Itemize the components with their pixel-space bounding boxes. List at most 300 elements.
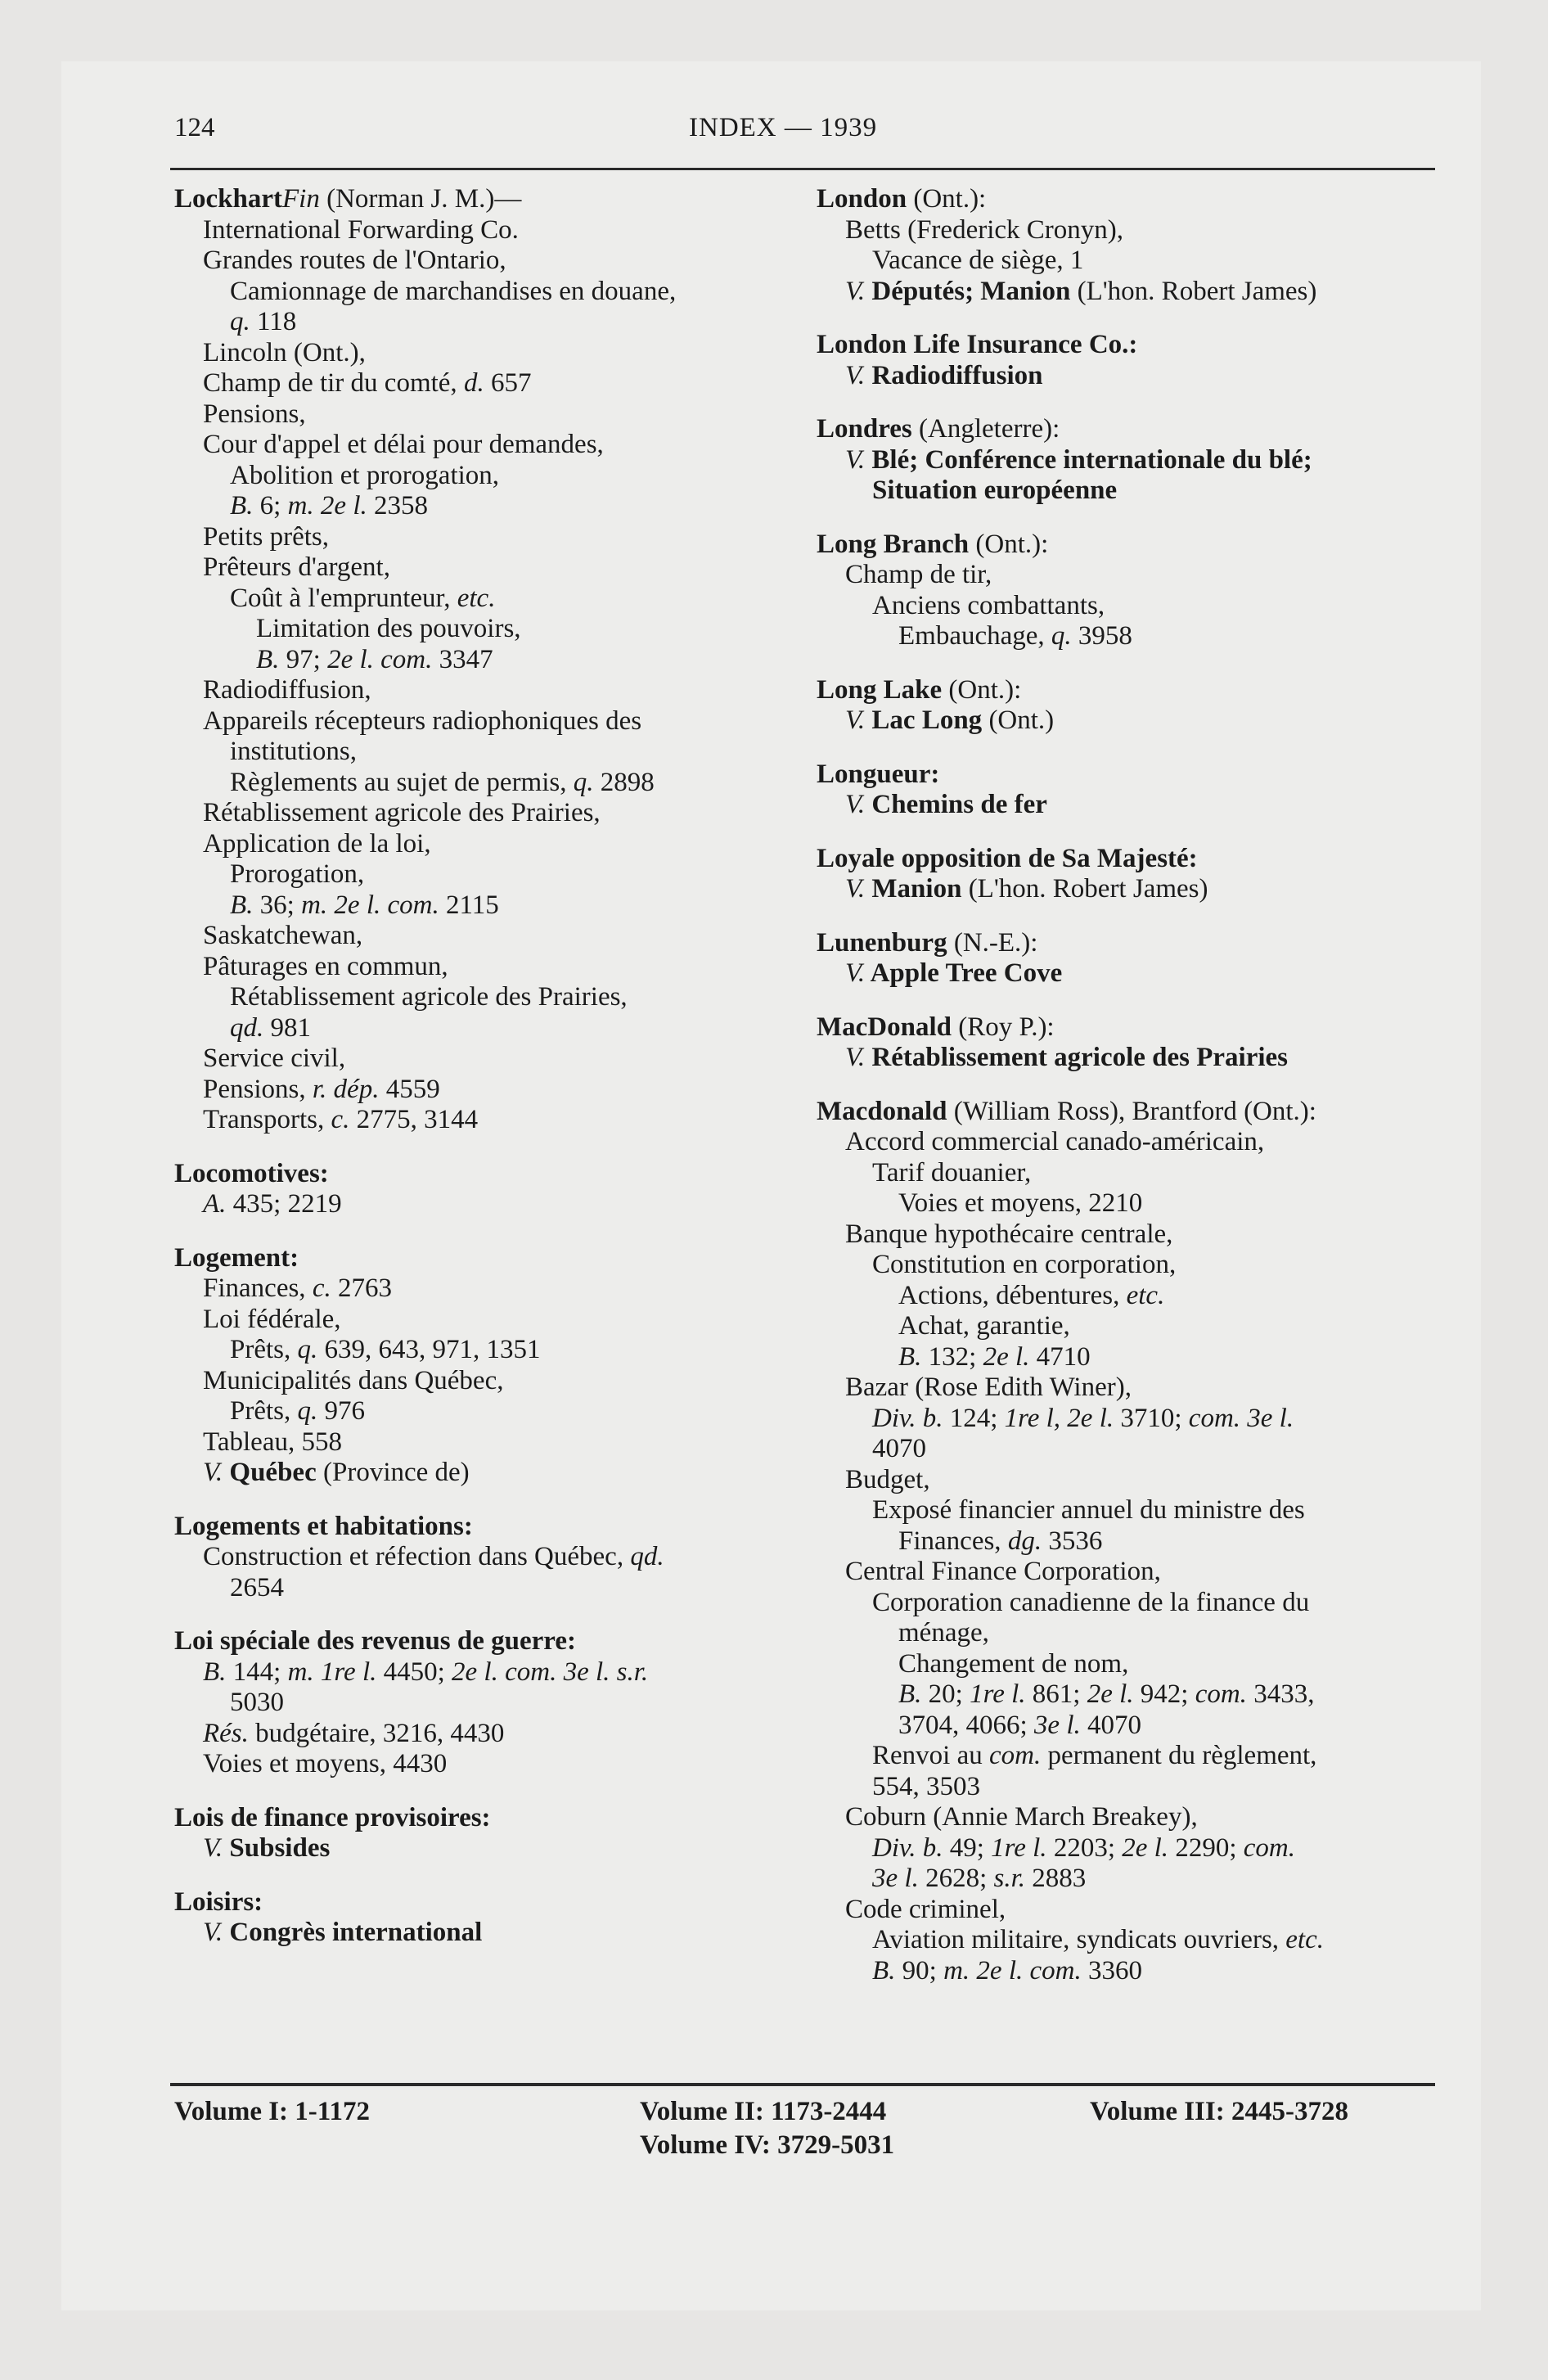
entry-italic-text: c. bbox=[331, 1105, 350, 1134]
index-subentry bbox=[817, 1618, 1432, 1649]
entry-text: (Angleterre): bbox=[911, 414, 1060, 444]
index-subentry bbox=[817, 1158, 1432, 1189]
index-subentry bbox=[174, 1396, 788, 1427]
index-subentry bbox=[817, 1250, 1432, 1281]
entry-spacer bbox=[174, 1603, 788, 1626]
entry-bold-text: London Life Insurance Co.: bbox=[817, 330, 1138, 359]
index-heading bbox=[174, 1243, 788, 1274]
entry-spacer bbox=[817, 307, 1432, 330]
index-subentry bbox=[817, 1281, 1432, 1312]
index-subentry bbox=[817, 705, 1432, 737]
entry-italic-text: dg. bbox=[1007, 1526, 1042, 1556]
entry-text: Exposé financier annuel du ministre des bbox=[872, 1495, 1305, 1525]
index-heading bbox=[817, 1012, 1432, 1044]
entry-text: 6; bbox=[253, 491, 288, 521]
index-subentry bbox=[174, 859, 788, 890]
entry-text: Banque hypothécaire centrale, bbox=[845, 1219, 1173, 1249]
entry-italic-text: etc. bbox=[1126, 1280, 1165, 1310]
entry-text: Loi fédérale, bbox=[203, 1304, 341, 1334]
index-subentry bbox=[174, 1105, 788, 1136]
index-subentry bbox=[817, 1127, 1432, 1158]
index-subentry bbox=[174, 798, 788, 829]
entry-text: Aviation militaire, syndicats ouvriers, bbox=[872, 1925, 1286, 1954]
index-subentry bbox=[174, 399, 788, 430]
entry-text: budgétaire, 3216, 4430 bbox=[248, 1718, 505, 1748]
index-heading bbox=[174, 1626, 788, 1657]
entry-text: 124; bbox=[943, 1403, 1005, 1433]
index-subentry bbox=[817, 246, 1432, 277]
entry-text: 49; bbox=[943, 1832, 992, 1863]
entry-text: Prêteurs d'argent, bbox=[203, 552, 390, 582]
entry-italic-text: etc. bbox=[457, 583, 496, 613]
entry-bold-text: Situation européenne bbox=[872, 476, 1118, 505]
entry-bold-text: Logement: bbox=[174, 1242, 299, 1273]
entry-italic-text: etc. bbox=[1285, 1925, 1324, 1954]
entry-text: 554, 3503 bbox=[872, 1771, 980, 1801]
entry-text: (Ont.): bbox=[942, 674, 1022, 705]
entry-text: 4559 bbox=[379, 1074, 440, 1104]
index-subentry bbox=[817, 1434, 1432, 1465]
index-subentry bbox=[174, 921, 788, 952]
footer-rule bbox=[170, 2083, 1435, 2086]
entry-italic-text: B. bbox=[898, 1679, 922, 1709]
index-heading bbox=[817, 760, 1432, 791]
entry-text: 90; bbox=[895, 1955, 944, 1986]
entry-text: (Norman J. M.)— bbox=[319, 184, 522, 214]
entry-bold-text: Loisirs: bbox=[174, 1886, 263, 1917]
entry-spacer bbox=[817, 989, 1432, 1012]
entry-text: Coût à l'emprunteur, bbox=[230, 583, 457, 613]
entry-text: (L'hon. Robert James) bbox=[1070, 276, 1317, 306]
index-subentry bbox=[174, 522, 788, 553]
entry-text: Tableau, 558 bbox=[203, 1427, 342, 1457]
entry-italic-text: V. bbox=[203, 1458, 223, 1487]
entry-italic-text: B. bbox=[203, 1657, 227, 1687]
entry-text: 976 bbox=[317, 1396, 365, 1426]
entry-italic-text: q. bbox=[297, 1396, 318, 1426]
entry-text: Grandes routes de l'Ontario, bbox=[203, 246, 506, 275]
entry-text: ménage, bbox=[898, 1618, 989, 1648]
entry-italic-text: 1re l. bbox=[970, 1679, 1026, 1709]
volume-3-range: Volume III: 2445-3728 bbox=[1090, 2097, 1348, 2126]
index-subentry bbox=[817, 361, 1432, 392]
entry-text: Prêts, bbox=[230, 1335, 298, 1364]
entry-text: Application de la loi, bbox=[203, 828, 431, 859]
index-subentry bbox=[174, 368, 788, 399]
entry-text: 435; 2219 bbox=[226, 1189, 342, 1219]
index-subentry bbox=[174, 1189, 788, 1220]
entry-spacer bbox=[174, 1489, 788, 1512]
entry-italic-text: V. bbox=[845, 360, 866, 390]
entry-text: Anciens combattants, bbox=[872, 590, 1105, 620]
index-subentry bbox=[817, 1557, 1432, 1588]
entry-italic-text: V. bbox=[845, 790, 866, 819]
entry-spacer bbox=[817, 1074, 1432, 1097]
entry-text: Service civil, bbox=[203, 1044, 346, 1073]
index-subentry bbox=[174, 1657, 788, 1688]
index-subentry bbox=[817, 560, 1432, 591]
entry-text: 2763 bbox=[331, 1273, 392, 1303]
entry-text: Appareils récepteurs radiophoniques des bbox=[203, 705, 642, 736]
index-heading bbox=[174, 1803, 788, 1834]
entry-spacer bbox=[817, 905, 1432, 928]
entry-text: (Ont.) bbox=[982, 705, 1055, 735]
entry-italic-text: V. bbox=[845, 1043, 866, 1072]
entry-text: Petits prêts, bbox=[203, 521, 329, 552]
entry-text: Bazar (Rose Edith Winer), bbox=[845, 1373, 1132, 1402]
entry-text: Voies et moyens, 4430 bbox=[203, 1749, 448, 1778]
entry-italic-text: 3e l. bbox=[1033, 1710, 1081, 1740]
index-subentry bbox=[174, 1542, 788, 1573]
index-subentry bbox=[817, 1802, 1432, 1833]
index-subentry bbox=[174, 829, 788, 860]
entry-italic-text: q. bbox=[1051, 621, 1072, 651]
entry-text: Pâturages en commun, bbox=[203, 951, 448, 981]
entry-italic-text: V. bbox=[845, 705, 866, 735]
index-subentry bbox=[174, 430, 788, 461]
entry-text: 4710 bbox=[1029, 1341, 1091, 1372]
index-subentry bbox=[174, 952, 788, 983]
index-subentry bbox=[817, 1649, 1432, 1680]
entry-spacer bbox=[817, 737, 1432, 760]
entry-italic-text: 2e l. bbox=[1122, 1832, 1169, 1863]
entry-italic-text: V. bbox=[845, 276, 866, 306]
entry-italic-text: 1re l, 2e l. bbox=[1004, 1403, 1114, 1433]
index-subentry bbox=[174, 1305, 788, 1336]
index-subentry bbox=[817, 215, 1432, 246]
index-subentry bbox=[817, 1711, 1432, 1742]
index-subentry bbox=[174, 1427, 788, 1458]
index-heading bbox=[174, 1512, 788, 1543]
entry-bold-text: Macdonald bbox=[817, 1096, 947, 1126]
entry-bold-text: Blé; Conférence internationale du blé; bbox=[865, 444, 1312, 475]
entry-text: Champ de tir du comté, bbox=[203, 368, 464, 398]
index-subentry bbox=[174, 461, 788, 492]
index-heading bbox=[817, 184, 1432, 215]
index-heading bbox=[817, 1097, 1432, 1128]
entry-italic-text: 2e l. bbox=[983, 1341, 1030, 1372]
index-heading bbox=[817, 530, 1432, 561]
entry-text: Camionnage de marchandises en douane, bbox=[230, 276, 677, 306]
entry-bold-text: Lockhart bbox=[174, 184, 282, 214]
entry-text: Embauchage, bbox=[898, 621, 1051, 651]
entry-italic-text: com. bbox=[1195, 1679, 1247, 1709]
entry-text: (L'hon. Robert James) bbox=[961, 874, 1208, 904]
entry-text: Radiodiffusion, bbox=[203, 675, 371, 705]
entry-italic-text: m. 2e l. com. bbox=[943, 1955, 1082, 1986]
entry-text: Corporation canadienne de la finance du bbox=[872, 1587, 1310, 1617]
index-subentry bbox=[817, 1833, 1432, 1864]
entry-text: 118 bbox=[250, 307, 297, 336]
index-subentry bbox=[174, 1366, 788, 1397]
entry-text: 639, 643, 971, 1351 bbox=[317, 1335, 541, 1364]
index-heading bbox=[174, 184, 788, 215]
entry-text: 657 bbox=[484, 368, 532, 398]
index-subentry bbox=[817, 1342, 1432, 1373]
index-column-left bbox=[174, 184, 788, 1949]
entry-italic-text: com. bbox=[1243, 1832, 1295, 1863]
entry-text: Achat, garantie, bbox=[898, 1311, 1070, 1341]
entry-text: 3704, 4066; bbox=[898, 1710, 1034, 1740]
entry-bold-text: Congrès international bbox=[223, 1918, 483, 1947]
entry-text: Pensions, bbox=[203, 1074, 313, 1104]
index-subentry bbox=[817, 1864, 1432, 1895]
entry-italic-text: r. dép. bbox=[312, 1074, 380, 1104]
entry-bold-text: Lunenburg bbox=[817, 927, 947, 958]
entry-spacer bbox=[174, 1864, 788, 1887]
entry-text: Cour d'appel et délai pour demandes, bbox=[203, 430, 604, 459]
entry-text: Limitation des pouvoirs, bbox=[256, 614, 521, 643]
entry-text: 36; bbox=[253, 890, 302, 920]
entry-bold-text: Long Branch bbox=[817, 529, 970, 559]
page-title: INDEX — 1939 bbox=[689, 113, 878, 142]
entry-spacer bbox=[817, 821, 1432, 844]
index-subentry bbox=[174, 706, 788, 737]
entry-italic-text: V. bbox=[845, 444, 866, 475]
index-subentry bbox=[817, 1404, 1432, 1435]
entry-text: Finances, bbox=[898, 1526, 1008, 1556]
entry-text: Règlements au sujet de permis, bbox=[230, 767, 574, 797]
entry-italic-text: 3e l. bbox=[872, 1864, 919, 1893]
entry-italic-text: B. bbox=[898, 1341, 922, 1372]
header-rule bbox=[170, 168, 1435, 170]
index-subentry bbox=[817, 1772, 1432, 1803]
entry-text: (Roy P.): bbox=[952, 1012, 1055, 1042]
entry-text: 2898 bbox=[593, 767, 655, 797]
entry-italic-text: B. bbox=[872, 1955, 896, 1986]
entry-italic-text: m. 2e l. bbox=[287, 491, 367, 521]
entry-italic-text: m. 2e l. com. bbox=[301, 890, 439, 920]
entry-text: 2115 bbox=[439, 890, 499, 920]
entry-spacer bbox=[174, 1220, 788, 1243]
index-subentry bbox=[174, 584, 788, 615]
index-subentry bbox=[817, 874, 1432, 905]
index-subentry bbox=[817, 1219, 1432, 1251]
volume-4-range: Volume IV: 3729-5031 bbox=[640, 2130, 895, 2160]
entry-italic-text: qd. bbox=[630, 1542, 664, 1571]
index-subentry bbox=[174, 1833, 788, 1864]
index-subentry bbox=[174, 491, 788, 522]
entry-italic-text: Rés. bbox=[203, 1718, 249, 1748]
entry-text: permanent du règlement, bbox=[1041, 1741, 1317, 1770]
entry-text: Vacance de siège, 1 bbox=[872, 246, 1084, 275]
entry-bold-text: Subsides bbox=[223, 1833, 331, 1863]
entry-text: 3958 bbox=[1071, 621, 1132, 651]
index-subentry bbox=[817, 1679, 1432, 1711]
entry-italic-text: 1re l. bbox=[991, 1832, 1047, 1863]
entry-italic-text: m. 1re l. bbox=[287, 1657, 377, 1687]
entry-bold-text: London bbox=[817, 184, 907, 214]
entry-bold-text: Députés; Manion bbox=[865, 276, 1071, 306]
entry-text: 3360 bbox=[1081, 1955, 1142, 1986]
entry-italic-text: B. bbox=[230, 890, 254, 920]
index-heading bbox=[817, 675, 1432, 706]
entry-italic-text: V. bbox=[845, 958, 866, 988]
index-subentry bbox=[174, 552, 788, 584]
entry-text: 3347 bbox=[432, 644, 493, 674]
entry-bold-text: Loyale opposition de Sa Majesté: bbox=[817, 843, 1198, 873]
index-subentry bbox=[817, 1311, 1432, 1342]
entry-text: 132; bbox=[921, 1341, 983, 1372]
entry-text: Municipalités dans Québec, bbox=[203, 1365, 504, 1395]
entry-bold-text: Radiodiffusion bbox=[865, 360, 1043, 390]
index-subentry bbox=[817, 790, 1432, 821]
entry-bold-text: Manion bbox=[865, 874, 962, 904]
entry-text: Central Finance Corporation, bbox=[845, 1557, 1161, 1586]
entry-bold-text: Québec bbox=[223, 1458, 317, 1487]
index-heading bbox=[817, 414, 1432, 445]
index-subentry bbox=[817, 1925, 1432, 1956]
entry-text: (Ont.): bbox=[907, 184, 987, 214]
entry-bold-text: Rétablissement agricole des Prairies bbox=[865, 1043, 1289, 1072]
entry-bold-text: Lois de finance provisoires: bbox=[174, 1802, 491, 1832]
index-subentry bbox=[174, 614, 788, 645]
entry-bold-text: Londres bbox=[817, 414, 912, 444]
index-subentry bbox=[174, 1075, 788, 1106]
entry-text: Prêts, bbox=[230, 1396, 298, 1426]
index-column-right bbox=[817, 184, 1432, 1986]
entry-text: Champ de tir, bbox=[845, 560, 992, 589]
entry-italic-text: qd. bbox=[230, 1012, 264, 1043]
entry-italic-text: s.r. bbox=[993, 1864, 1026, 1893]
index-subentry bbox=[174, 1273, 788, 1305]
index-subentry bbox=[817, 1588, 1432, 1619]
volume-2-range: Volume II: 1173-2444 bbox=[640, 2097, 887, 2126]
index-subentry bbox=[817, 445, 1432, 476]
index-subentry bbox=[174, 215, 788, 246]
entry-text: (Ont.): bbox=[969, 529, 1049, 559]
entry-text: (N.-E.): bbox=[947, 927, 1038, 958]
entry-text: Budget, bbox=[845, 1464, 930, 1494]
index-heading bbox=[174, 1159, 788, 1190]
entry-text: Code criminel, bbox=[845, 1894, 1006, 1924]
entry-italic-text: 2e l. com. bbox=[327, 644, 433, 674]
index-subentry bbox=[174, 1044, 788, 1075]
entry-text: Transports, bbox=[203, 1105, 331, 1134]
entry-text: Tarif douanier, bbox=[872, 1157, 1032, 1188]
entry-text: Actions, débentures, bbox=[898, 1280, 1127, 1310]
index-subentry bbox=[817, 1526, 1432, 1557]
entry-spacer bbox=[817, 391, 1432, 414]
entry-italic-text: c. bbox=[312, 1273, 331, 1303]
index-subentry bbox=[817, 1895, 1432, 1926]
entry-italic-text: B. bbox=[256, 644, 280, 674]
entry-italic-text: V. bbox=[203, 1833, 223, 1863]
entry-spacer bbox=[174, 1780, 788, 1803]
entry-italic-text: Div. b. bbox=[872, 1832, 943, 1863]
index-subentry bbox=[174, 737, 788, 768]
entry-italic-text: q. bbox=[297, 1335, 318, 1364]
entry-bold-text: Lac Long bbox=[865, 705, 983, 735]
entry-text: 2883 bbox=[1025, 1864, 1087, 1893]
index-subentry bbox=[817, 1741, 1432, 1772]
index-subentry bbox=[817, 476, 1432, 507]
entry-text: 2775, 3144 bbox=[349, 1105, 479, 1134]
index-subentry bbox=[174, 1573, 788, 1604]
index-subentry bbox=[817, 621, 1432, 652]
index-subentry bbox=[174, 890, 788, 922]
entry-spacer bbox=[817, 507, 1432, 530]
entry-text: 3433, bbox=[1246, 1679, 1315, 1709]
entry-text: 3536 bbox=[1042, 1526, 1103, 1556]
index-subentry bbox=[817, 1188, 1432, 1219]
index-subentry bbox=[174, 338, 788, 369]
entry-text: 20; bbox=[921, 1679, 970, 1709]
entry-italic-text: Fin bbox=[282, 184, 320, 214]
entry-text: International Forwarding Co. bbox=[203, 214, 519, 245]
entry-text: Changement de nom, bbox=[898, 1648, 1129, 1679]
entry-text: 942; bbox=[1133, 1679, 1195, 1709]
entry-bold-text: Apple Tree Cove bbox=[865, 958, 1063, 988]
entry-text: Abolition et prorogation, bbox=[230, 460, 500, 490]
entry-text: 4070 bbox=[872, 1434, 926, 1463]
index-subentry bbox=[174, 768, 788, 799]
entry-text: 4070 bbox=[1080, 1710, 1141, 1740]
entry-italic-text: 2e l. com. 3e l. s.r. bbox=[452, 1657, 649, 1687]
entry-italic-text: d. bbox=[463, 368, 484, 398]
entry-text: Accord commercial canado-américain, bbox=[845, 1127, 1265, 1156]
entry-text: 3710; bbox=[1114, 1403, 1189, 1433]
index-subentry bbox=[174, 1688, 788, 1719]
index-subentry bbox=[174, 1013, 788, 1044]
entry-italic-text: V. bbox=[845, 874, 866, 904]
index-heading bbox=[817, 330, 1432, 361]
entry-bold-text: Loi spéciale des revenus de guerre: bbox=[174, 1626, 576, 1656]
entry-text: 2290; bbox=[1168, 1832, 1244, 1863]
entry-text: Constitution en corporation, bbox=[872, 1250, 1177, 1279]
entry-bold-text: MacDonald bbox=[817, 1012, 952, 1042]
entry-text: (William Ross), Brantford (Ont.): bbox=[947, 1096, 1316, 1126]
entry-spacer bbox=[817, 652, 1432, 675]
entry-text: Rétablissement agricole des Prairies, bbox=[203, 798, 601, 827]
entry-italic-text: Div. b. bbox=[872, 1403, 943, 1433]
entry-text: Pensions, bbox=[203, 399, 306, 429]
entry-text: 5030 bbox=[230, 1688, 284, 1717]
entry-text: 2203; bbox=[1046, 1832, 1123, 1863]
entry-spacer bbox=[174, 1136, 788, 1159]
entry-text: 97; bbox=[279, 644, 328, 674]
entry-text: 981 bbox=[263, 1012, 311, 1043]
entry-italic-text: B. bbox=[230, 491, 254, 521]
entry-text: Prorogation, bbox=[230, 859, 365, 889]
index-heading bbox=[174, 1887, 788, 1918]
index-subentry bbox=[817, 1465, 1432, 1496]
index-subentry bbox=[817, 1956, 1432, 1987]
index-subentry bbox=[817, 1043, 1432, 1074]
entry-italic-text: V. bbox=[203, 1918, 223, 1947]
entry-italic-text: 2e l. bbox=[1087, 1679, 1134, 1709]
entry-text: 4450; bbox=[376, 1657, 452, 1687]
index-subentry bbox=[174, 1458, 788, 1489]
entry-bold-text: Logements et habitations: bbox=[174, 1511, 473, 1541]
entry-italic-text: com. bbox=[988, 1741, 1042, 1770]
index-subentry bbox=[174, 1335, 788, 1366]
index-subentry bbox=[174, 675, 788, 706]
entry-text: Coburn (Annie March Breakey), bbox=[845, 1802, 1198, 1832]
index-subentry bbox=[817, 277, 1432, 308]
entry-bold-text: Chemins de fer bbox=[865, 790, 1047, 819]
entry-text: Lincoln (Ont.), bbox=[203, 337, 366, 367]
page-number: 124 bbox=[174, 113, 215, 142]
index-subentry bbox=[817, 958, 1432, 989]
index-subentry bbox=[174, 982, 788, 1013]
entry-text: 2654 bbox=[230, 1572, 284, 1602]
entry-text: 2628; bbox=[918, 1864, 994, 1893]
volume-1-range: Volume I: 1-1172 bbox=[174, 2097, 370, 2126]
index-subentry bbox=[174, 277, 788, 308]
index-subentry bbox=[174, 307, 788, 338]
index-heading bbox=[817, 844, 1432, 875]
